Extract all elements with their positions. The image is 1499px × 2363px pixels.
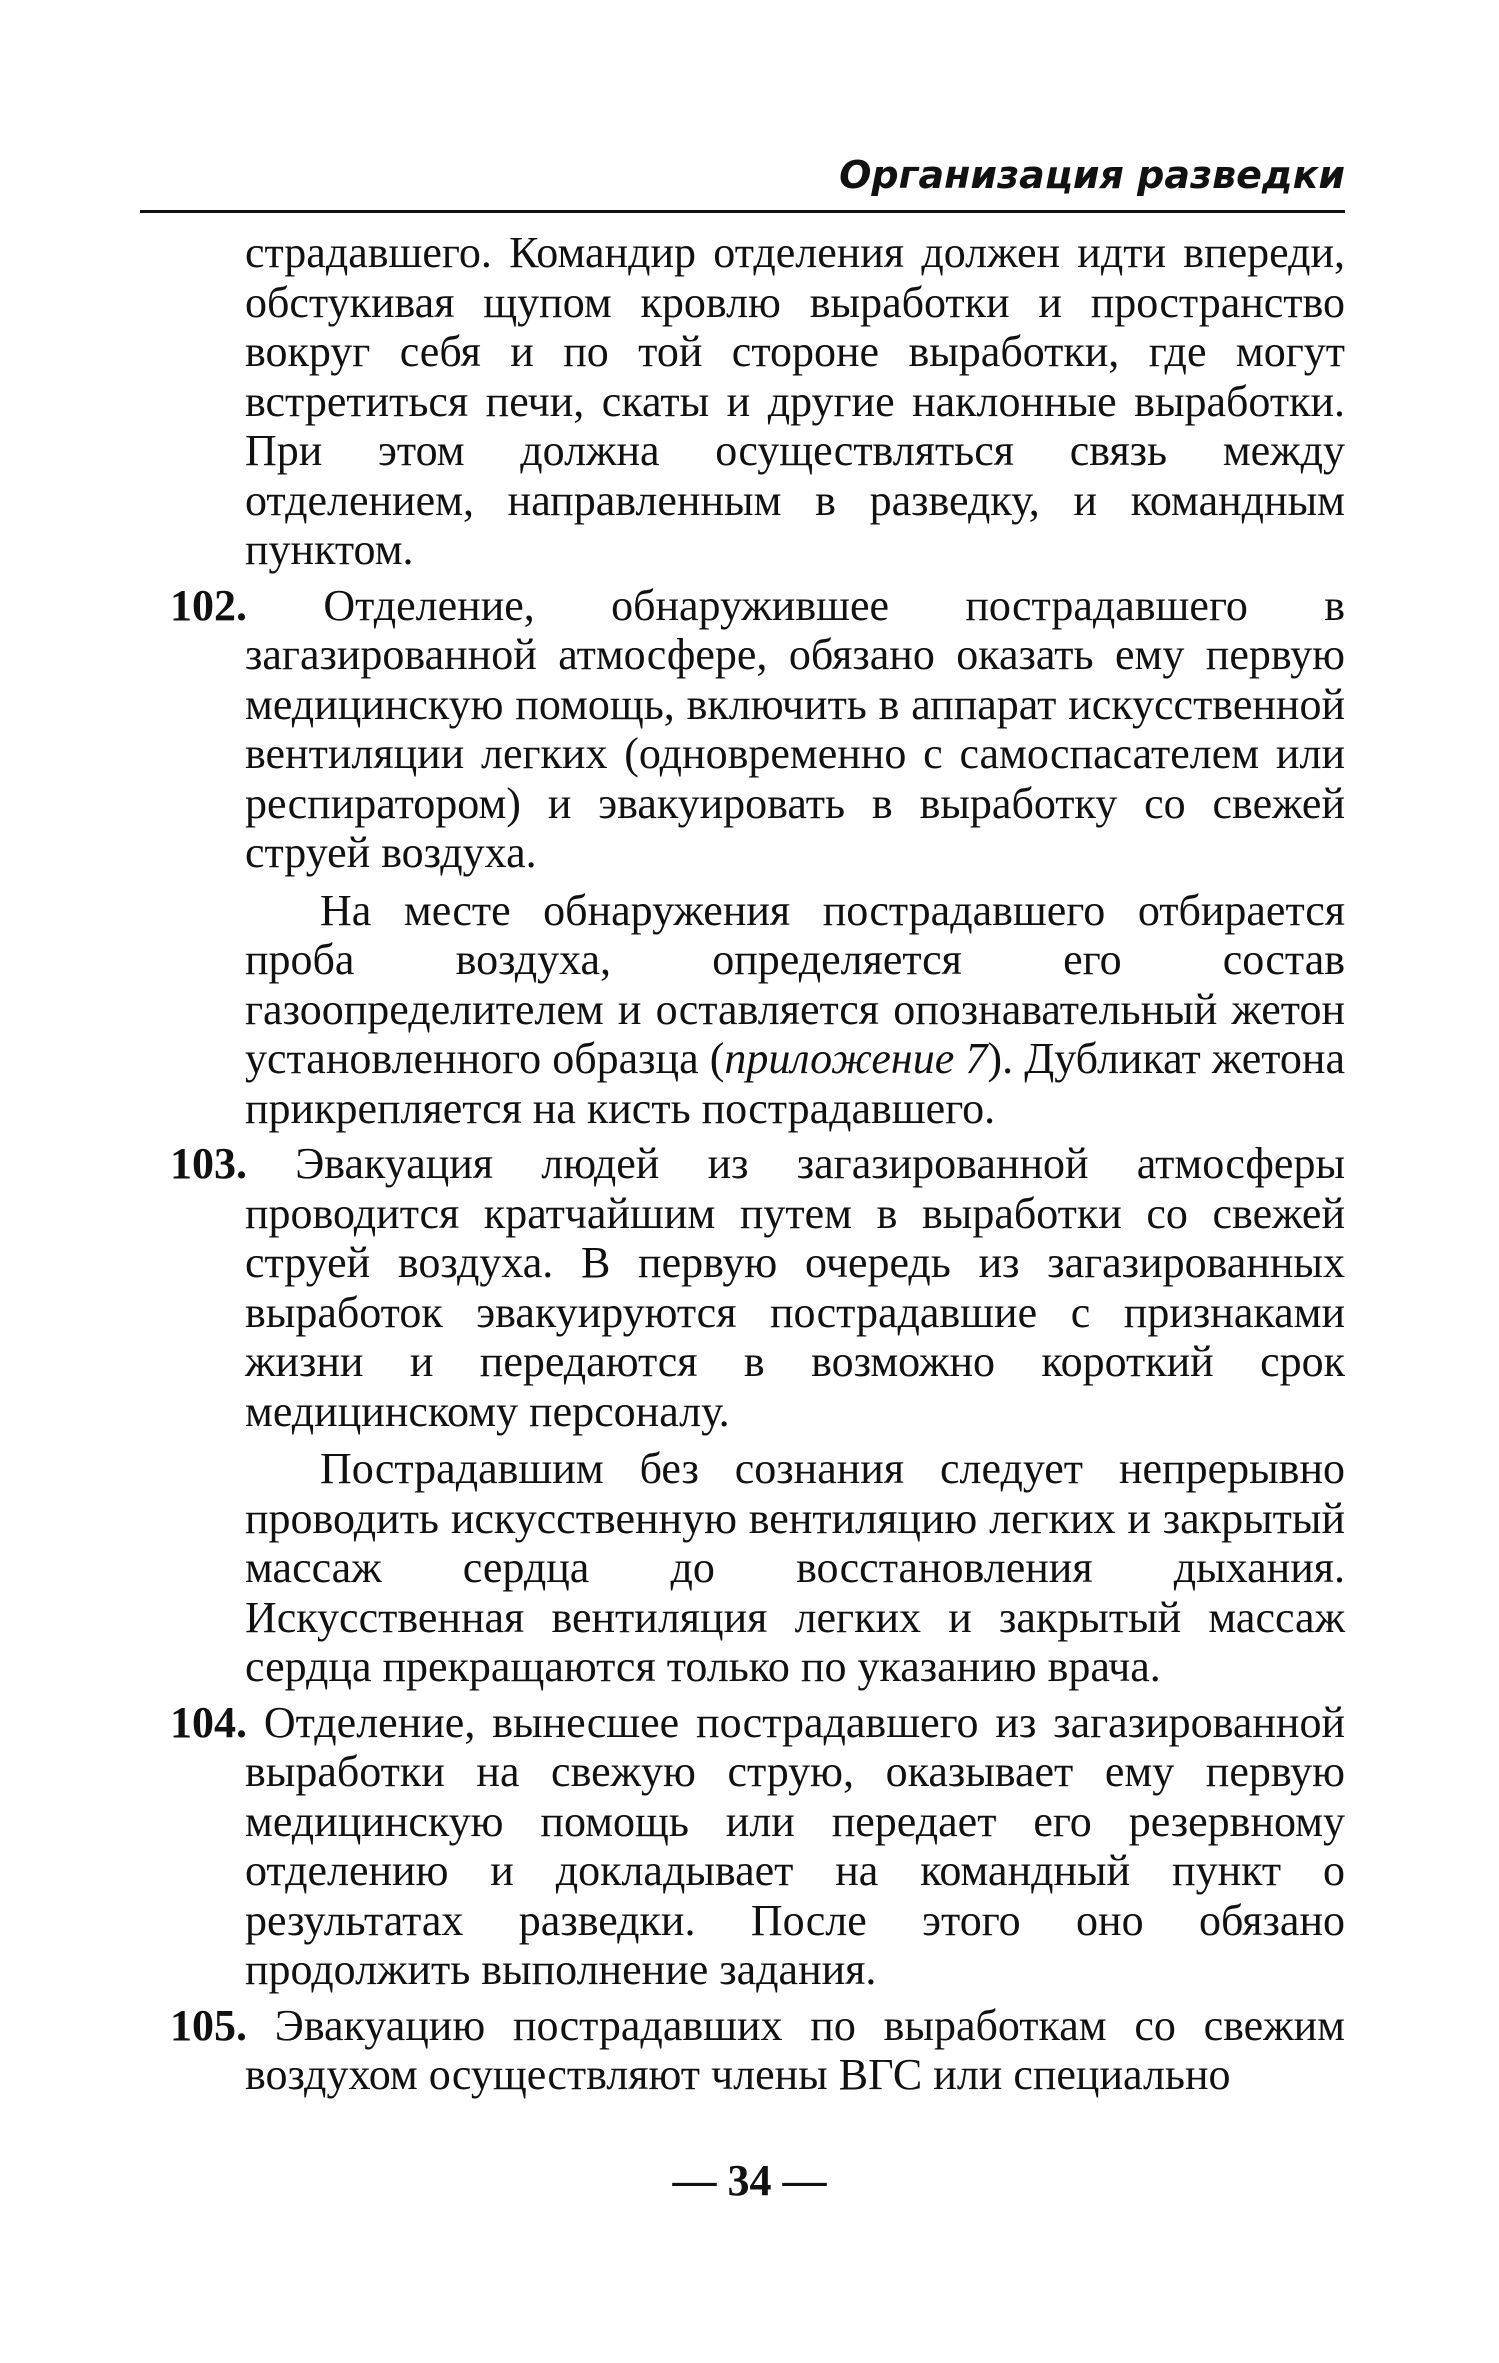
clause-number: 104. [170,1697,247,1747]
page-body [170,228,1345,2100]
paragraph-text: страдавшего. Командир отделения должен идти впереди, обстукивая щупом кровлю выработки и пространство вокруг себя и по той стороне выработки, где могут встретиться печи, скаты и другие наклонные выработки. При этом должна осуществляться связь между отделением, направленным в разведку, и командным пунктом. [245,228,1345,574]
clause-text: Эвакуация людей из загазированной атмосферы проводится кратчайшим путем в выработки со свежей струей воздуха. В первую очередь из загазированных выработок эвакуируются пострадавшие с признаками жизни и передаются в возможно короткий срок медицинскому персоналу. [245,1139,1346,1436]
clause-text: Отделение, вынесшее пострадавшего из загазированной выработки на свежую струю, оказывает ему первую медицинскую помощь или передает его резервному отделению и докладывает на командный пункт о результатах разведки. После этого оно обязано продолжить выполнение задания. [245,1697,1346,1994]
clause-number: 103. [170,1139,247,1188]
running-head [140,150,1345,213]
clause-103 [170,1139,1345,1436]
paragraph-text: На месте обнаружения пострадавшего отбирается проба воздуха, определяется его состав газоопределителем и оставляется опознавательный жетон установленного образца ( [245,885,1345,1083]
paragraph-resuscitation [170,1444,1345,1692]
clause-105 [170,2001,1345,2100]
clause-text: Эвакуацию пострадавших по выработкам со свежим воздухом осуществляют члены ВГС или специально [245,2000,1345,2099]
appendix-reference: приложение 7 [724,1034,988,1083]
clause-number: 105. [170,2000,247,2050]
paragraph-continued [170,228,1345,575]
clause-104 [170,1698,1345,1995]
clause-text: Отделение, обнаружившее пострадавшего в загазированной атмосфере, обязано оказать ему первую медицинскую помощь, включить в аппарат искусственной вентиляции легких (одновременно с самоспасателем или респиратором) и эвакуировать в выработку со свежей струей воздуха. [245,580,1345,877]
paragraph-text: Пострадавшим без сознания следует непрерывно проводить искусственную вентиляцию легких и закрытый массаж сердца до восстановления дыхания. Искусственная вентиляция легких и закрытый массаж сердца прекращаются только по указанию врача. [245,1444,1345,1691]
paragraph-text: ). Дубликат жетона прикрепляется на кисть пострадавшего. [245,1034,1345,1133]
clause-number: 102. [170,580,247,630]
paragraph-sampling [170,886,1345,1134]
running-title: Организация разведки [839,153,1345,197]
page-number: — 34 — [672,2156,827,2205]
clause-102 [170,581,1345,878]
